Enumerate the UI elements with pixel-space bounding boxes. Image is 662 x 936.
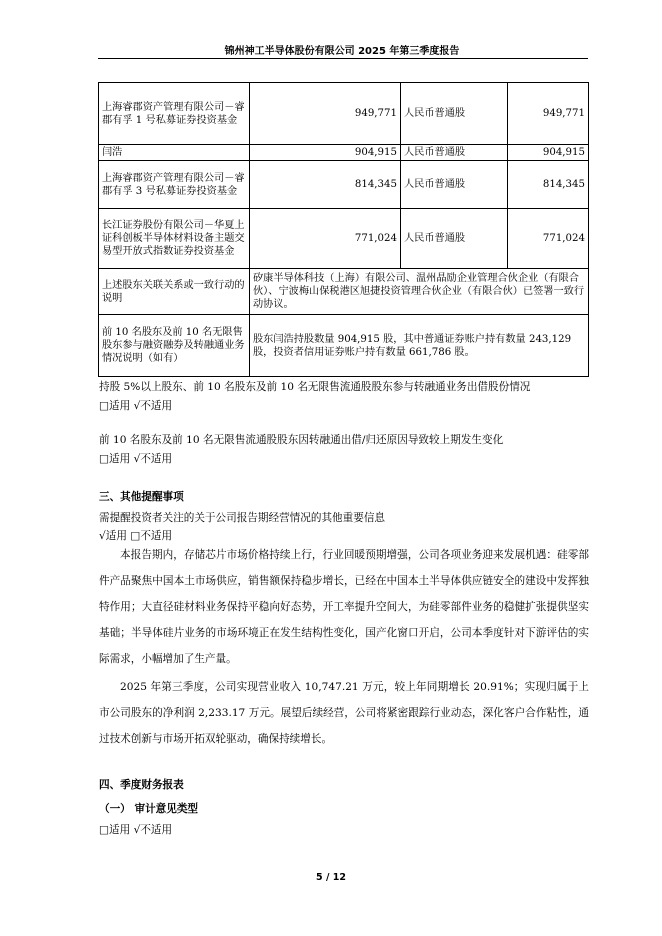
- lending-options: □适用 √不适用: [99, 400, 173, 412]
- share-type: 人民币普通股: [401, 145, 508, 161]
- table-row: [99, 83, 589, 145]
- section4-options: □适用 √不适用: [99, 824, 173, 836]
- table-row: [99, 145, 589, 161]
- margin-text: 股东闫浩持股数量 904,915 股，其中普通证券账户持有数量 243,129 股，投资者信用证券账户持有数量 661,786 股。: [250, 315, 589, 377]
- share-count: 904,915: [508, 145, 589, 161]
- shareholders-table: [98, 82, 589, 377]
- section3-heading: 三、其他提醒事项: [99, 491, 184, 503]
- holder-name: 上海睿郡资产管理有限公司－睿郡有孚 1 号私募证券投资基金: [99, 83, 250, 145]
- lending-title: 持股 5%以上股东、前 10 名股东及前 10 名无限售流通股股东参与转融通业务出借股份情况: [99, 381, 531, 393]
- report-header: 锦州神工半导体股份有限公司 2025 年第三季度报告: [224, 46, 460, 57]
- share-type: 人民币普通股: [401, 209, 508, 269]
- share-count: 771,024: [508, 209, 589, 269]
- related-label: 上述股东关联关系或一致行动的说明: [99, 269, 250, 315]
- share-count: 949,771: [508, 83, 589, 145]
- holder-shares: 814,345: [250, 161, 401, 209]
- section3-paragraph-1: 本报告期内，存储芯片市场价格持续上行，行业回暖预期增强，公司各项业务迎来发展机遇：硅零部件产品聚焦中国本土市场供应，销售额保持稳步增长，已经在中国本土半导体供应链安全的建设中发挥独特作用；大直径硅材料业务保持平稳向好态势，开工率提升空间大，为硅零部件业务的稳健扩张提供坚实基础；半导体硅片业务的市场环境正在发生结构性变化，国产化窗口开启，公司本季度针对下游评估的实际需求，小幅增加了生产量。: [99, 549, 589, 665]
- change-options: □适用 √不适用: [99, 453, 173, 465]
- section3-paragraph-2: 2025 年第三季度，公司实现营业收入 10,747.21 万元，较上年同期增长 20.91%；实现归属于上市公司股东的净利润 2,233.17 万元。展望后续经营，公司将紧密跟踪行业动态，深化客户合作粘性，通过技术创新与市场开拓双轮驱动，确保持续增长。: [99, 681, 589, 745]
- section3-intro: 需提醒投资者关注的关于公司报告期经营情况的其他重要信息: [99, 512, 386, 524]
- table-row: [99, 161, 589, 209]
- share-type: 人民币普通股: [401, 161, 508, 209]
- holder-shares: 771,024: [250, 209, 401, 269]
- header-divider: [98, 58, 588, 59]
- page-number: 5 / 12: [316, 872, 346, 883]
- holder-shares: 949,771: [250, 83, 401, 145]
- margin-label: 前 10 名股东及前 10 名无限售股东参与融资融券及转融通业务情况说明（如有）: [99, 315, 250, 377]
- section4-subheading: （一） 审计意见类型: [99, 803, 199, 815]
- section4-heading: 四、季度财务报表: [99, 779, 184, 791]
- table-row: [99, 315, 589, 377]
- holder-name: 闫浩: [99, 145, 250, 161]
- share-type: 人民币普通股: [401, 83, 508, 145]
- holder-name: 长江证券股份有限公司－华夏上证科创板半导体材料设备主题交易型开放式指数证券投资基金: [99, 209, 250, 269]
- holder-name: 上海睿郡资产管理有限公司－睿郡有孚 3 号私募证券投资基金: [99, 161, 250, 209]
- table-row: [99, 269, 589, 315]
- change-title: 前 10 名股东及前 10 名无限售流通股股东因转融通出借/归还原因导致较上期发生变化: [99, 434, 504, 446]
- share-count: 814,345: [508, 161, 589, 209]
- table-row: [99, 209, 589, 269]
- section3-options: √适用 □不适用: [99, 530, 173, 542]
- holder-shares: 904,915: [250, 145, 401, 161]
- related-text: 矽康半导体科技（上海）有限公司、温州晶励企业管理合伙企业（有限合伙）、宁波梅山保税港区旭捷投资管理合伙企业（有限合伙）已签署一致行动协议。: [250, 269, 589, 315]
